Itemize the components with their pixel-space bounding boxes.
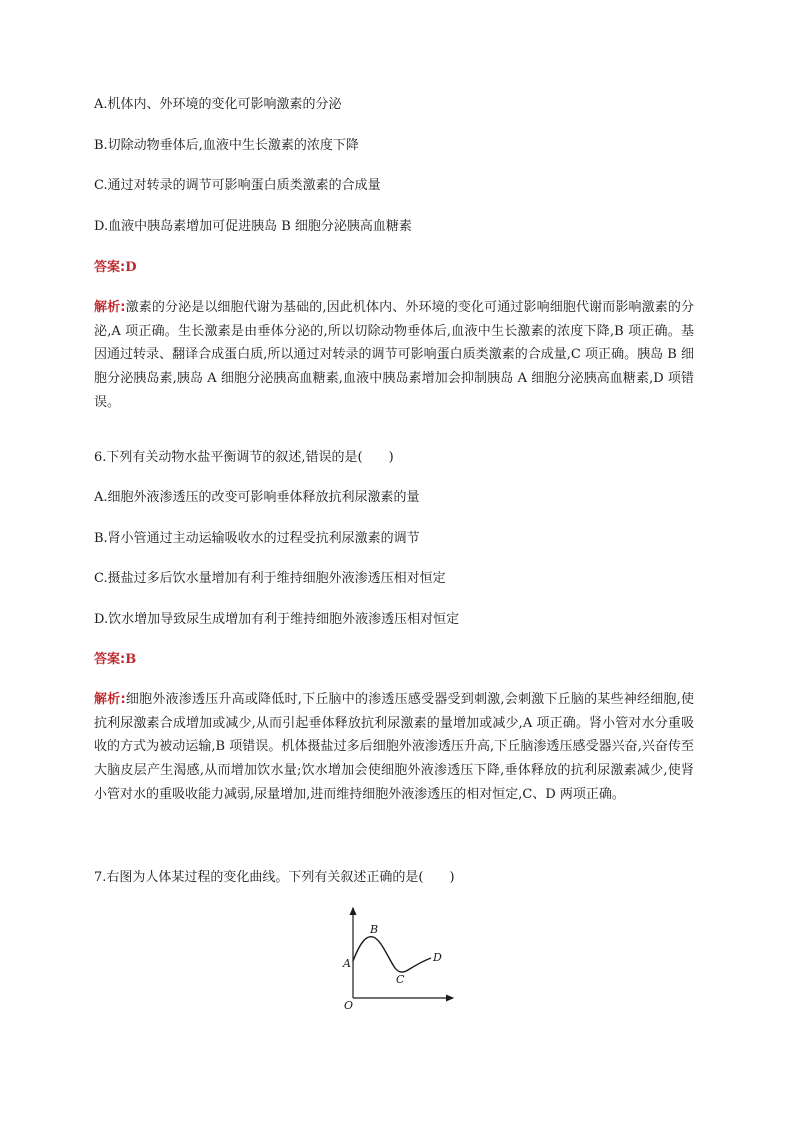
q6-option-a: A.细胞外液渗透压的改变可影响垂体释放抗利尿激素的量 [94,490,420,505]
q5-option-d: D.血液中胰岛素增加可促进胰岛 B 细胞分泌胰高血糖素 [94,219,412,234]
q6-analysis [94,688,694,807]
analysis-label: 解析: [94,692,126,707]
q5-answer [94,259,136,277]
analysis-label: 解析: [94,300,126,315]
analysis-text: 激素的分泌是以细胞代谢为基础的,因此机体内、外环境的变化可通过影响细胞代谢而影响激素的分泌,A 项正确。生长激素是由垂体分泌的,所以切除动物垂体后,血液中生长激素的浓度下降,B 项正确。基因通过转录、翻译合成蛋白质,所以通过对转录的调节可影响蛋白质类激素的合成量,C 项正确。胰岛 B 细胞分泌胰岛素,胰岛 A 细胞分泌胰高血糖素,血液中胰岛素增加会抑制胰岛 A 细胞分泌胰高血糖素,D 项错误。 [94,300,694,410]
q7-stem: 7.右图为人体某过程的变化曲线。下列有关叙述正确的是( ) [94,870,455,885]
q6-option-b: B.肾小管通过主动运输吸收水的过程受抗利尿激素的调节 [94,531,420,546]
answer-value: B [125,652,137,667]
q5-option-b: B.切除动物垂体后,血液中生长激素的浓度下降 [94,138,359,153]
label-o: O [344,999,354,1012]
analysis-text: 细胞外液渗透压升高或降低时,下丘脑中的渗透压感受器受到刺激,会刺激下丘脑的某些神经细胞,使抗利尿激素合成增加或减少,从而引起垂体释放抗利尿激素的量增加或减少,A 项正确。肾小管对水分重吸收的方式为被动运输,B 项错误。机体摄盐过多后细胞外液渗透压升高,下丘脑渗透压感受器兴奋,兴奋传至大脑皮层产生渴感,从而增加饮水量;饮水增加会使细胞外液渗透压下降,垂体释放的抗利尿激素减少,使肾小管对水的重吸收能力减弱,尿量增加,进而维持细胞外液渗透压的相对恒定,C、D 两项正确。 [94,692,695,802]
q6-answer [94,651,136,669]
q5-option-a: A.机体内、外环境的变化可影响激素的分泌 [94,97,342,112]
label-b: B [370,923,379,936]
q7-curve-figure [248,903,463,1017]
q6-stem: 6.下列有关动物水盐平衡调节的叙述,错误的是( ) [94,450,394,465]
q5-option-c: C.通过对转录的调节可影响蛋白质类激素的合成量 [94,178,381,193]
curve-diagram [248,903,463,1013]
answer-label: 答案: [94,260,126,275]
label-c: C [396,973,405,986]
q6-option-d: D.饮水增加导致尿生成增加有利于维持细胞外液渗透压相对恒定 [94,612,460,627]
answer-value: D [125,260,137,275]
q5-analysis [94,296,694,415]
label-a: A [343,957,351,970]
label-d: D [433,951,442,964]
curve [353,937,431,972]
q6-option-c: C.摄盐过多后饮水量增加有利于维持细胞外液渗透压相对恒定 [94,571,446,586]
answer-label: 答案: [94,652,126,667]
